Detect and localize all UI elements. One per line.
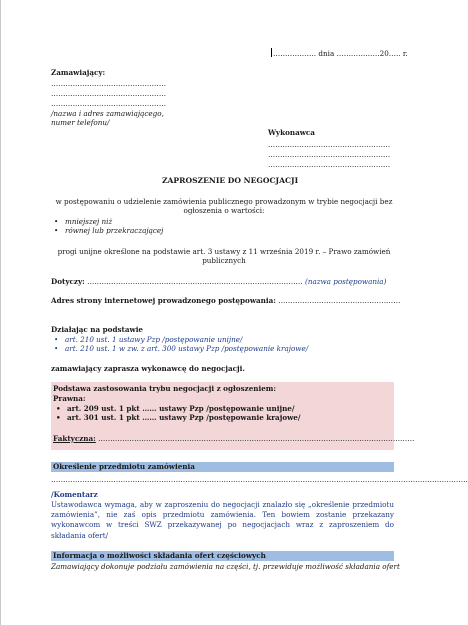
website-label: Adres strony internetowej prowadzonego postępowania: (51, 296, 276, 305)
value-option: • równej lub przekraczającej (51, 226, 163, 235)
comment-label: /Komentarz (51, 490, 98, 499)
place-date-line[interactable]: ……………… dnia ………………20….. r. (273, 49, 408, 58)
factual-dots[interactable]: …………………………………………………………………………………………………………………… (95, 434, 415, 443)
basis-item: • art. 210 ust. 1 ustawy Pzp /postępowanie unijne/ (51, 335, 308, 344)
document-title: ZAPROSZENIE DO NEGOCJACJI (162, 176, 299, 185)
value-options-list (51, 217, 163, 236)
legal-basis-item: • art. 209 ust. 1 pkt …… ustawy Pzp /postępowanie unijne/ (53, 404, 301, 413)
concerns-line (51, 277, 386, 286)
legal-basis-list (53, 404, 301, 423)
basis-list (51, 335, 308, 354)
legal-basis-heading: Podstawa zastosowania trybu negocjacji z ogłoszeniem: (53, 384, 277, 393)
contractor-dots-3[interactable]: …………………………………………… (268, 160, 391, 169)
partial-text: Zamawiający dokonuje podziału zamówienia na części, tj. przewiduje możliwość składania ofert (51, 562, 400, 571)
contractor-dots-2[interactable]: …………………………………………… (268, 150, 391, 159)
concerns-hint: (nazwa postępowania) (305, 277, 387, 286)
thresholds-paragraph: progi unijne określone na podstawie art. 3 ustawy z 11 września 2019 r. – Prawo zamówień publicznych (57, 247, 391, 266)
value-option: • mniejszej niż (51, 217, 163, 226)
basis-label: Działając na podstawie (51, 325, 144, 334)
website-dots[interactable]: …………………………………………… (275, 296, 401, 305)
concerns-label: Dotyczy: (51, 277, 85, 286)
intro-paragraph: w postępowaniu o udzielenie zamówienia publicznego prowadzonym w trybie negocjacji bez ogłoszenia o wartości: (55, 197, 393, 216)
comment-text: Ustawodawca wymaga, aby w zaproszeniu do negocjacji znalazło się „określenie przedmiotu zamówienia”, nie zaś opis przedmiotu zamówienia. Ten bowiem zostanie przekazany wykonawcom w treści SWZ przekazywanej po negocjacjach wraz z zaproszeniem do składania ofert/ (51, 500, 394, 540)
partial-heading: Informacja o możliwości składania ofert częściowych (53, 551, 266, 560)
legal-basis-sub: Prawna: (53, 394, 86, 403)
ordering-party-dots-3[interactable]: ………………………………………… (51, 99, 166, 108)
factual-label: Faktyczna: (53, 434, 96, 443)
ordering-party-dots-2[interactable]: ………………………………………… (51, 89, 166, 98)
ordering-party-hint-1: /nazwa i adres zamawiającego, (51, 109, 164, 118)
ordering-party-hint-2: numer telefonu/ (51, 118, 110, 127)
contractor-label: Wykonawca (268, 128, 315, 137)
subject-heading: Określenie przedmiotu zamówienia (53, 462, 195, 471)
text-cursor (271, 48, 272, 57)
website-line (51, 296, 400, 305)
subject-dots[interactable]: ………………………………………………………………………………………………………………………………………………………… (51, 475, 468, 484)
contractor-dots-1[interactable]: …………………………………………… (268, 140, 391, 149)
basis-item: • art. 210 ust. 1 w zw. z art. 300 ustawy Pzp /postępowanie krajowe/ (51, 344, 308, 353)
ordering-party-label: Zamawiający: (51, 68, 106, 77)
invite-sentence: zamawiający zaprasza wykonawcę do negocjacji. (51, 364, 245, 373)
ordering-party-dots-1[interactable]: ………………………………………… (51, 79, 166, 88)
concerns-dots[interactable]: ……………………………………………………………………………… (84, 277, 306, 286)
factual-line (53, 434, 414, 443)
legal-basis-item: • art. 301 ust. 1 pkt …… ustawy Pzp /postępowanie krajowe/ (53, 413, 301, 422)
